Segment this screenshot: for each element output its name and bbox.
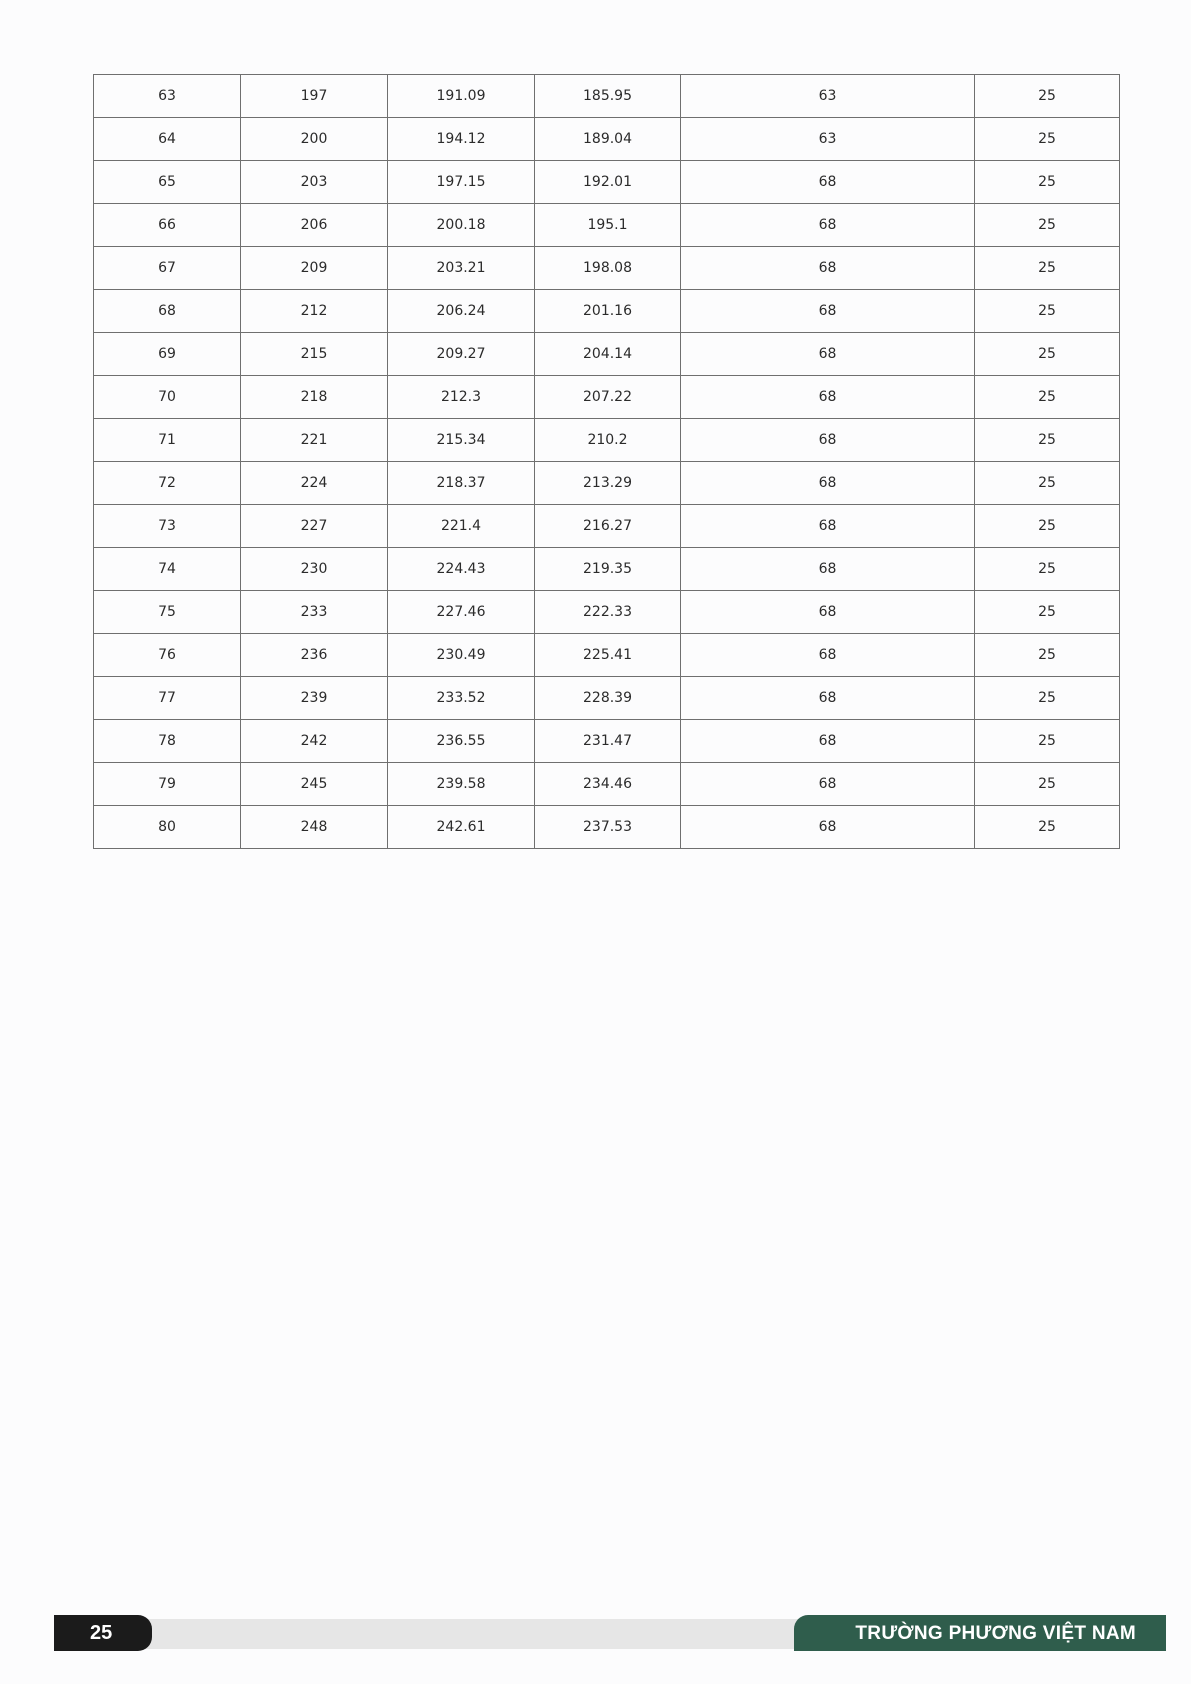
table-cell: 218.37 (388, 462, 535, 505)
table-cell: 68 (681, 806, 975, 849)
table-cell: 68 (681, 763, 975, 806)
table-row (94, 118, 1120, 161)
table-cell: 239 (241, 677, 388, 720)
table-cell: 25 (975, 419, 1120, 462)
table-cell: 66 (94, 204, 241, 247)
table-cell: 239.58 (388, 763, 535, 806)
table-cell: 242.61 (388, 806, 535, 849)
table-cell: 248 (241, 806, 388, 849)
table-cell: 197 (241, 75, 388, 118)
table-cell: 25 (975, 376, 1120, 419)
table-cell: 237.53 (535, 806, 681, 849)
table-cell: 68 (681, 333, 975, 376)
table-cell: 194.12 (388, 118, 535, 161)
table-cell: 77 (94, 677, 241, 720)
table-cell: 185.95 (535, 75, 681, 118)
table-cell: 189.04 (535, 118, 681, 161)
page-number: 25 (54, 1615, 152, 1651)
table-row (94, 376, 1120, 419)
table-cell: 213.29 (535, 462, 681, 505)
table-cell: 69 (94, 333, 241, 376)
table-cell: 73 (94, 505, 241, 548)
table-cell: 72 (94, 462, 241, 505)
table-cell: 25 (975, 634, 1120, 677)
table-row (94, 204, 1120, 247)
table-cell: 25 (975, 677, 1120, 720)
table-cell: 25 (975, 720, 1120, 763)
table-row (94, 247, 1120, 290)
table-cell: 67 (94, 247, 241, 290)
table-cell: 25 (975, 204, 1120, 247)
table-cell: 25 (975, 75, 1120, 118)
table-cell: 25 (975, 591, 1120, 634)
table-cell: 209 (241, 247, 388, 290)
table-cell: 25 (975, 505, 1120, 548)
table-cell: 200 (241, 118, 388, 161)
table-cell: 68 (681, 247, 975, 290)
data-table (93, 74, 1120, 849)
table-cell: 198.08 (535, 247, 681, 290)
table-cell: 228.39 (535, 677, 681, 720)
table-cell: 192.01 (535, 161, 681, 204)
table-cell: 197.15 (388, 161, 535, 204)
table-row (94, 462, 1120, 505)
table-cell: 79 (94, 763, 241, 806)
table-cell: 63 (681, 75, 975, 118)
table-cell: 201.16 (535, 290, 681, 333)
table-cell: 191.09 (388, 75, 535, 118)
table-cell: 71 (94, 419, 241, 462)
table-cell: 25 (975, 290, 1120, 333)
table-cell: 74 (94, 548, 241, 591)
table-cell: 203 (241, 161, 388, 204)
table-cell: 25 (975, 548, 1120, 591)
table-cell: 231.47 (535, 720, 681, 763)
table-cell: 216.27 (535, 505, 681, 548)
table-cell: 68 (681, 634, 975, 677)
table-row (94, 75, 1120, 118)
table-cell: 68 (681, 720, 975, 763)
table-cell: 207.22 (535, 376, 681, 419)
table-cell: 234.46 (535, 763, 681, 806)
table-cell: 233.52 (388, 677, 535, 720)
table-cell: 221 (241, 419, 388, 462)
table-cell: 76 (94, 634, 241, 677)
table-row (94, 419, 1120, 462)
table-cell: 25 (975, 462, 1120, 505)
table-row (94, 548, 1120, 591)
table-cell: 225.41 (535, 634, 681, 677)
table-cell: 236.55 (388, 720, 535, 763)
table-cell: 78 (94, 720, 241, 763)
table-row (94, 333, 1120, 376)
table-cell: 224.43 (388, 548, 535, 591)
table-cell: 68 (681, 290, 975, 333)
table-cell: 25 (975, 806, 1120, 849)
table-cell: 206 (241, 204, 388, 247)
table-cell: 68 (681, 677, 975, 720)
table-cell: 25 (975, 247, 1120, 290)
table-cell: 68 (681, 419, 975, 462)
table-cell: 68 (681, 204, 975, 247)
table-row (94, 591, 1120, 634)
table-cell: 230.49 (388, 634, 535, 677)
table-row (94, 806, 1120, 849)
table-cell: 212.3 (388, 376, 535, 419)
table-cell: 68 (681, 462, 975, 505)
table-row (94, 720, 1120, 763)
table-cell: 222.33 (535, 591, 681, 634)
table-cell: 242 (241, 720, 388, 763)
table-cell: 200.18 (388, 204, 535, 247)
table-cell: 68 (681, 591, 975, 634)
brand-name: TRƯỜNG PHƯƠNG VIỆT NAM (794, 1615, 1166, 1651)
table-cell: 68 (681, 161, 975, 204)
table-cell: 68 (681, 548, 975, 591)
table-cell: 195.1 (535, 204, 681, 247)
table-cell: 68 (94, 290, 241, 333)
page-footer (54, 1615, 1166, 1651)
table-row (94, 505, 1120, 548)
table-cell: 25 (975, 333, 1120, 376)
table-cell: 233 (241, 591, 388, 634)
table-cell: 227 (241, 505, 388, 548)
table-row (94, 763, 1120, 806)
table-cell: 63 (681, 118, 975, 161)
table-cell: 227.46 (388, 591, 535, 634)
table-cell: 212 (241, 290, 388, 333)
table-cell: 68 (681, 376, 975, 419)
table-cell: 70 (94, 376, 241, 419)
table-cell: 75 (94, 591, 241, 634)
table-cell: 65 (94, 161, 241, 204)
table-cell: 224 (241, 462, 388, 505)
table-cell: 209.27 (388, 333, 535, 376)
table-cell: 203.21 (388, 247, 535, 290)
table-cell: 245 (241, 763, 388, 806)
table-cell: 221.4 (388, 505, 535, 548)
table-row (94, 677, 1120, 720)
table-cell: 219.35 (535, 548, 681, 591)
table-row (94, 634, 1120, 677)
table-cell: 230 (241, 548, 388, 591)
table-cell: 210.2 (535, 419, 681, 462)
table-cell: 80 (94, 806, 241, 849)
table-cell: 68 (681, 505, 975, 548)
table-cell: 25 (975, 161, 1120, 204)
table-cell: 218 (241, 376, 388, 419)
table-cell: 215 (241, 333, 388, 376)
table-cell: 64 (94, 118, 241, 161)
table-cell: 206.24 (388, 290, 535, 333)
table-cell: 204.14 (535, 333, 681, 376)
table-row (94, 290, 1120, 333)
table-cell: 25 (975, 118, 1120, 161)
table-cell: 25 (975, 763, 1120, 806)
table-cell: 215.34 (388, 419, 535, 462)
table-body (94, 75, 1120, 849)
table-row (94, 161, 1120, 204)
table-cell: 236 (241, 634, 388, 677)
table-cell: 63 (94, 75, 241, 118)
